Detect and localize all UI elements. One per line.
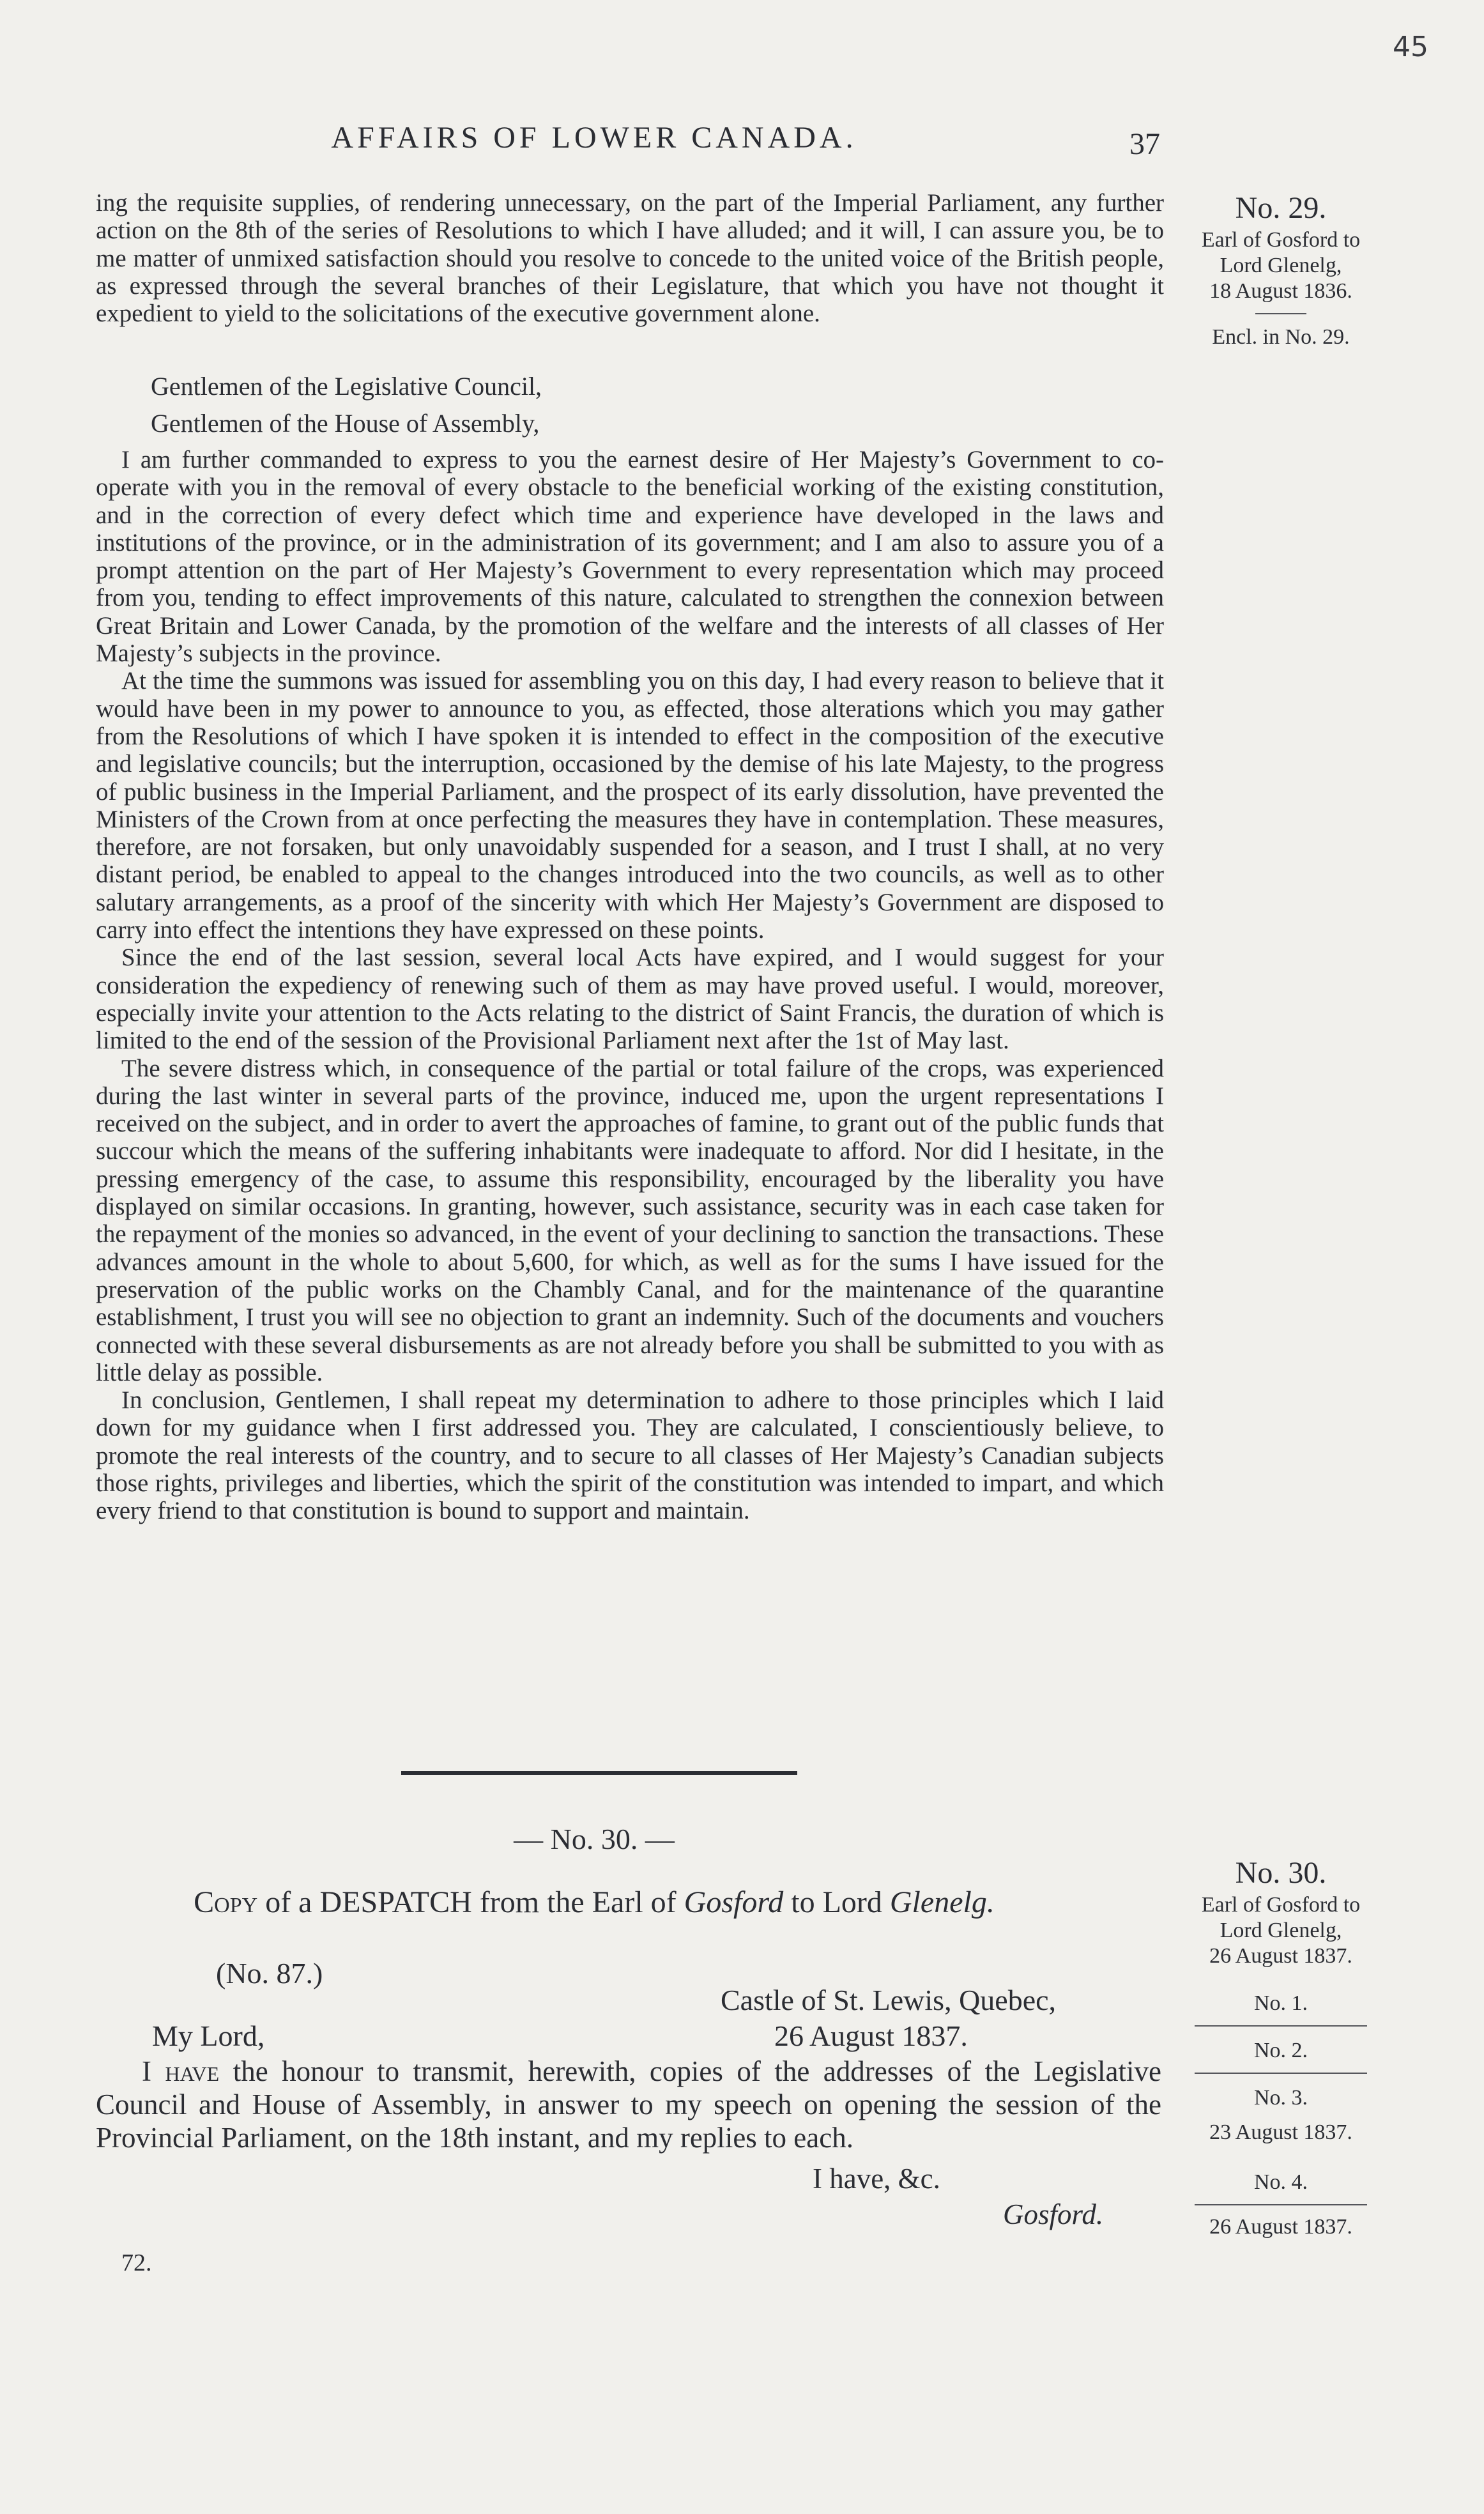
title-to-name: Glenelg. bbox=[889, 1885, 995, 1919]
footer-mark: 72. bbox=[121, 2250, 152, 2276]
salutation-assembly: Gentlemen of the House of Assembly, bbox=[151, 409, 540, 438]
despatch-title bbox=[96, 1885, 1092, 1920]
despatch-salutation: My Lord, bbox=[152, 2020, 265, 2052]
margin-to-line: Lord Glenelg, bbox=[1220, 254, 1342, 277]
despatch-body bbox=[96, 2055, 1161, 2154]
despatch-date: 26 August 1837. bbox=[774, 2020, 968, 2052]
despatch-first-word: I have bbox=[142, 2055, 220, 2087]
margin-note-no-29 bbox=[1175, 189, 1386, 350]
margin-enclosure-4: No. 4. bbox=[1253, 2170, 1308, 2194]
margin-divider bbox=[1255, 313, 1306, 314]
margin-enclosure-line: Encl. in No. 29. bbox=[1212, 325, 1350, 349]
margin-enclosure-4-date: 26 August 1837. bbox=[1209, 2215, 1352, 2239]
despatch-closing: I have, &c. bbox=[813, 2163, 940, 2195]
speech-paragraph: In conclusion, Gentlemen, I shall repeat my determination to adhere to those principles which I laid down for my guidance when I first addressed you. They are calculated, I conscientiously believe, to promote the real interests of the country, and to secure to all classes of Her Majesty’s Canadian subjects those rights, privileges and liberties, which the spirit of the constitution was intended to impart, and which every friend to that constitution is bound to support and maintain. bbox=[96, 1386, 1164, 1525]
section-rule bbox=[401, 1771, 797, 1775]
speech-paragraph: ing the requisite supplies, of rendering unnecessary, on the part of the Imperial Parliament, any further action on the 8th of the series of Resolutions to which I have alluded; and it will, I can assure you, be to me matter of unmixed satisfaction should you resolve to concede to the united voice of the British people, as expressed through the several branches of their Legislature, that which you have not thought it expedient to yield to the solicitations of the executive government alone. bbox=[96, 189, 1164, 328]
speech-paragraph: The severe distress which, in consequence of the partial or total failure of the crops, was experienced during the last winter in several parts of the province, induced me, upon the urgent representations I received on the subject, and in order to avert the approaches of famine, to grant out of the public funds that succour which the means of the suffering inhabitants were inadequate to afford. Nor did I hesitate, in the pressing emergency of the case, to assume this responsibility, encouraged by the liberality you have displayed on similar occasions. In granting, however, such assistance, security was in each case taken for the repayment of the monies so advanced, in the event of your declining to sanction the transactions. These advances amount in the whole to about 5,600, for which, as well as for the sums I have issued for the preservation of the public works on the Chambly Canal, and for the maintenance of the quarantine establishment, I trust you will see no objection to grant an indemnity. Such of the documents and vouchers connected with these several disbursements as are not already before you shall be submitted to you with as little delay as possible. bbox=[96, 1054, 1164, 1386]
speech-body bbox=[96, 446, 1164, 1525]
margin-enclosure-3: No. 3. bbox=[1253, 2086, 1308, 2110]
salutation-council: Gentlemen of the Legislative Council, bbox=[151, 372, 542, 401]
margin-divider bbox=[1195, 2204, 1367, 2205]
title-mid: of a DESPATCH from the Earl of bbox=[265, 1885, 677, 1919]
margin-enclosure-3-date: 23 August 1837. bbox=[1209, 2120, 1352, 2144]
despatch-place: Castle of St. Lewis, Quebec, bbox=[721, 1984, 1057, 2016]
margin-note-no-30 bbox=[1175, 1854, 1386, 2240]
running-head: AFFAIRS OF LOWER CANADA. bbox=[331, 121, 857, 155]
margin-to-line: Lord Glenelg, bbox=[1220, 1919, 1342, 1942]
margin-enclosure-1: No. 1. bbox=[1253, 1991, 1308, 2015]
archive-page-number: 45 bbox=[1393, 31, 1428, 63]
despatch-number: (No. 87.) bbox=[216, 1957, 323, 1989]
margin-doc-number: No. 29. bbox=[1235, 191, 1327, 225]
margin-from-line: Earl of Gosford to bbox=[1201, 1893, 1361, 1917]
printed-page-number: 37 bbox=[1129, 127, 1160, 161]
margin-enclosure-2: No. 2. bbox=[1253, 2039, 1308, 2062]
speech-opening bbox=[96, 189, 1164, 327]
despatch-heading: — No. 30. — bbox=[514, 1823, 675, 1855]
speech-salutation bbox=[96, 368, 1164, 442]
margin-divider bbox=[1195, 2025, 1367, 2027]
title-copy-word: Copy bbox=[194, 1885, 258, 1919]
speech-paragraph: Since the end of the last session, several local Acts have expired, and I would suggest for your consideration the expediency of renewing such of them as may have proved useful. I would, moreover, especially invite your attention to the Acts relating to the district of Saint Francis, the duration of which is limited to the end of the session of the Provisional Parliament next after the 1st of May last. bbox=[96, 944, 1164, 1055]
title-to-word: to Lord bbox=[791, 1885, 882, 1919]
title-from-name: Gosford bbox=[684, 1885, 784, 1919]
margin-date-line: 18 August 1836. bbox=[1209, 279, 1352, 303]
speech-paragraph: I am further commanded to express to you the earnest desire of Her Majesty’s Government to co-operate with you in the removal of every obstacle to the beneficial working of the existing constitution, and in the correction of every defect which time and experience have developed in the laws and institutions of the province, or in the administration of its government; and I am also to assure you of a prompt attention on the part of Her Majesty’s Government to every representation which may proceed from you, tending to effect improvements of this nature, calculated to strengthen the connexion between Great Britain and Lower Canada, by the promotion of the welfare and the interests of all classes of Her Majesty’s subjects in the province. bbox=[96, 446, 1164, 668]
margin-from-line: Earl of Gosford to bbox=[1201, 228, 1361, 252]
speech-paragraph: At the time the summons was issued for assembling you on this day, I had every reason to believe that it would have been in my power to announce to you, as effected, those alterations which you may gather from the Resolutions of which I have spoken it is intended to effect in the composition of the executive and legislative councils; but the interruption, occasioned by the demise of his late Majesty, to the progress of public business in the Imperial Parliament, and the prospect of its early dissolution, have prevented the Ministers of the Crown from at once perfecting the measures they have in contemplation. These measures, therefore, are not forsaken, but only unavoidably suspended for a season, and I trust I shall, at no very distant period, be enabled to appeal to the changes introduced into the two councils, as well as to other salutary arrangements, as a proof of the sincerity with which Her Majesty’s Government are disposed to carry into effect the intentions they have expressed on these points. bbox=[96, 667, 1164, 944]
despatch-signature: Gosford. bbox=[1003, 2198, 1104, 2230]
despatch-body-text: the honour to transmit, herewith, copies of the addresses of the Legislative Council and House of Assembly, in answer to my speech on opening the session of the Provincial Parliament, on the 18th instant, and my replies to each. bbox=[96, 2055, 1162, 2154]
margin-date-line: 26 August 1837. bbox=[1209, 1944, 1352, 1968]
margin-doc-number: No. 30. bbox=[1235, 1856, 1327, 1890]
margin-divider bbox=[1195, 2073, 1367, 2074]
